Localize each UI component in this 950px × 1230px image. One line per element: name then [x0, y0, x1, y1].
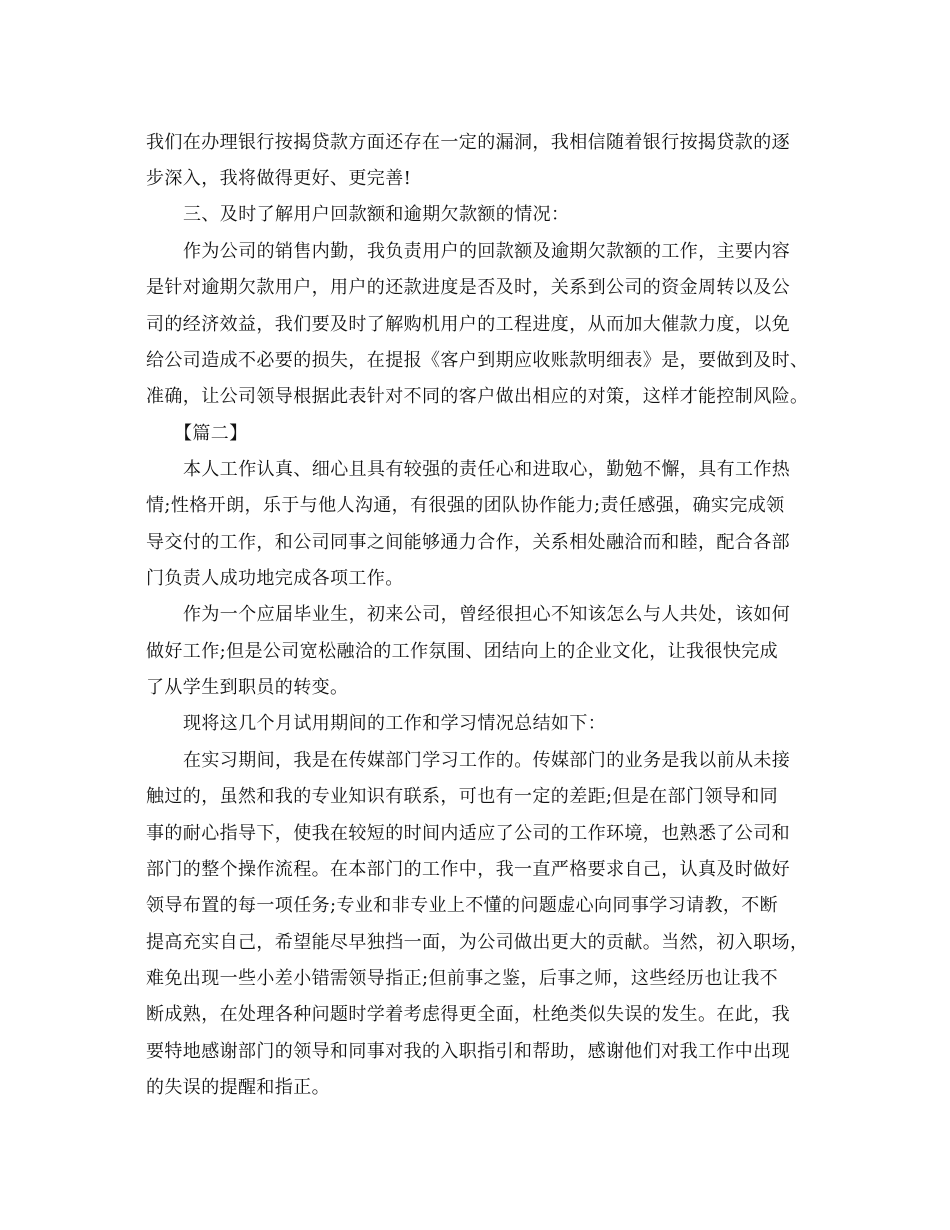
text-line: 作为公司的销售内勤，我负责用户的回款额及逾期欠款额的工作，主要内容 — [183, 241, 791, 262]
text-line: 现将这几个月试用期间的工作和学习情况总结如下： — [183, 713, 607, 734]
text-line: 了从学生到职员的转变。 — [146, 677, 349, 698]
section-heading: 【篇二】 — [174, 423, 248, 444]
text-line: 本人工作认真、细心且具有较强的责任心和进取心，勤勉不懈，具有工作热 — [183, 459, 791, 480]
text-line: 做好工作;但是公司宽松融洽的工作氛围、团结向上的企业文化，让我很快完成 — [146, 641, 779, 662]
text-line: 司的经济效益，我们要及时了解购机用户的工程进度，从而加大催款力度，以免 — [146, 314, 790, 335]
text-line: 给公司造成不必要的损失，在提报《客户到期应收账款明细表》是，要做到及时、 — [146, 350, 809, 371]
text-line: 是针对逾期欠款用户，用户的还款进度是否及时，关系到公司的资金周转以及公 — [146, 277, 790, 298]
text-line: 难免出现一些小差小错需领导指正;但前事之鉴，后事之师，这些经历也让我不 — [146, 968, 779, 989]
text-line: 导交付的工作，和公司同事之间能够通力合作，关系相处融洽而和睦，配合各部 — [146, 532, 790, 553]
text-line: 领导布置的每一项任务;专业和非专业上不懂的问题虚心向同事学习请教，不断 — [146, 895, 779, 916]
text-line: 步深入，我将做得更好、更完善! — [146, 168, 412, 189]
text-line: 在实习期间，我是在传媒部门学习工作的。传媒部门的业务是我以前从未接 — [183, 750, 791, 771]
section-heading: 三、及时了解用户回款额和逾期欠款额的情况： — [183, 204, 570, 225]
text-line: 部门的整个操作流程。在本部门的工作中，我一直严格要求自己，认真及时做好 — [146, 859, 790, 880]
text-line: 提高充实自己，希望能尽早独挡一面，为公司做出更大的贡献。当然，初入职场， — [146, 932, 809, 953]
text-line: 准确，让公司领导根据此表针对不同的客户做出相应的对策，这样才能控制风险。 — [146, 386, 809, 407]
text-line: 我们在办理银行按揭贷款方面还存在一定的漏洞，我相信随着银行按揭贷款的逐 — [146, 132, 790, 153]
text-line: 触过的，虽然和我的专业知识有联系，可也有一定的差距;但是在部门领导和同 — [146, 786, 779, 807]
text-line: 要特地感谢部门的领导和同事对我的入职指引和帮助，感谢他们对我工作中出现 — [146, 1041, 790, 1062]
text-line: 门负责人成功地完成各项工作。 — [146, 568, 404, 589]
text-line: 情;性格开朗，乐于与他人沟通，有很强的团队协作能力;责任感强，确实完成领 — [146, 495, 785, 516]
text-line: 作为一个应届毕业生，初来公司，曾经很担心不知该怎么与人共处，该如何 — [183, 604, 791, 625]
text-line: 断成熟，在处理各种问题时学着考虑得更全面，杜绝类似失误的发生。在此，我 — [146, 1004, 790, 1025]
text-line: 事的耐心指导下，使我在较短的时间内适应了公司的工作环境，也熟悉了公司和 — [146, 823, 790, 844]
text-line: 的失误的提醒和指正。 — [146, 1077, 330, 1098]
